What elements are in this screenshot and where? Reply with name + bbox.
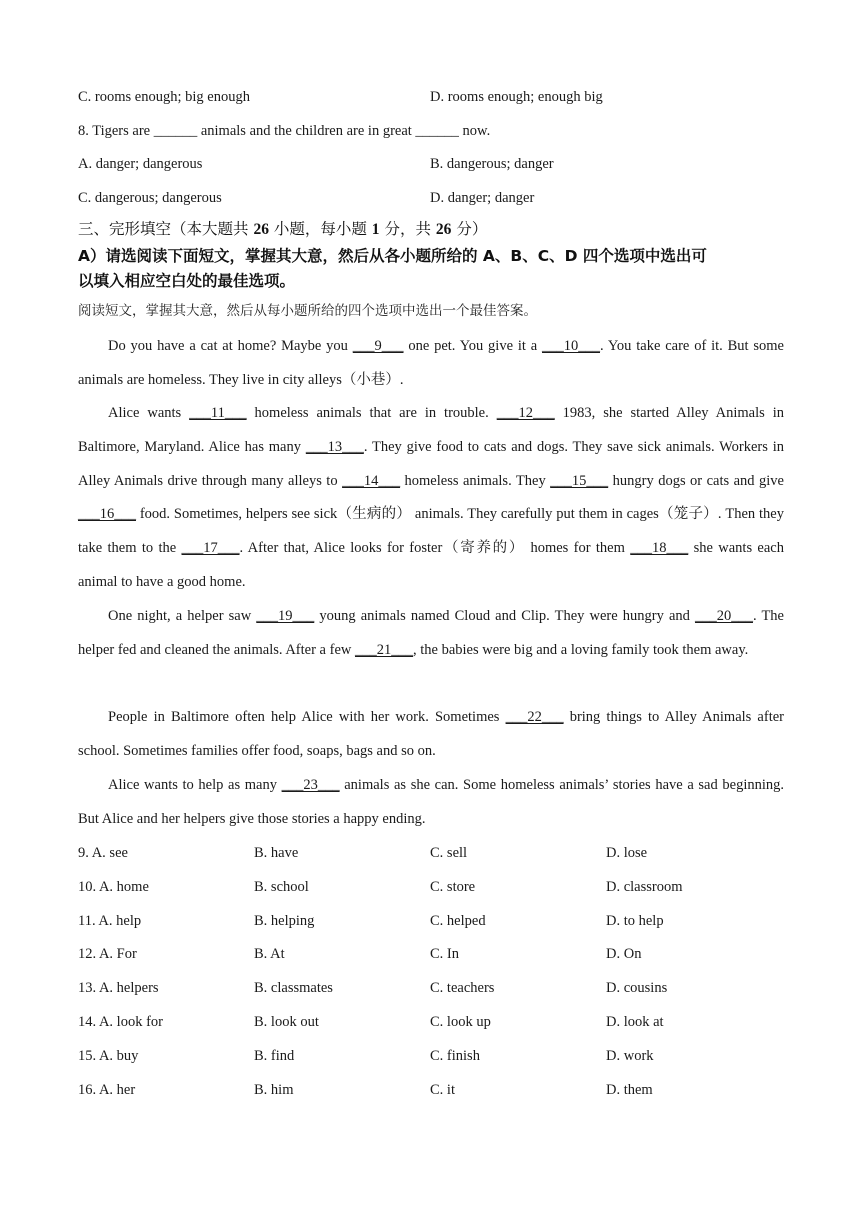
blank-19: ___19___ [256, 608, 315, 624]
blank-14: ___14___ [342, 472, 401, 489]
q8-options-row-1 [78, 153, 784, 175]
option-b: B. look out [254, 1014, 319, 1030]
option-a: 16. A. her [78, 1082, 136, 1098]
option-d: D. work [606, 1048, 654, 1064]
passage-text: she wants each animal to have a good home. [78, 540, 784, 590]
blank-23: ___23___ [281, 777, 340, 793]
section-title-part: 小题，每小题 [268, 220, 372, 238]
option-d: D. them [606, 1082, 653, 1098]
blank-13: ___13___ [305, 438, 364, 455]
passage-text: . After that, Alice looks for foster（寄养的） homes for them [239, 540, 631, 557]
option-b: B. find [254, 1048, 295, 1064]
blank-17: ___17___ [181, 540, 240, 557]
passage-text: Alice wants [108, 405, 190, 421]
option-b: B. school [254, 879, 309, 895]
blank-16: ___16___ [78, 506, 136, 523]
passage-paragraph-5 [78, 769, 784, 837]
option-b: B. have [254, 845, 299, 861]
option-d: D. to help [606, 913, 664, 929]
passage-text: Do you have a cat at home? Maybe you [108, 338, 353, 354]
q8-option-c: C. dangerous; dangerous [78, 190, 222, 206]
blank-11: ___11___ [189, 405, 247, 421]
passage-text: People in Baltimore often help Alice with her work. Sometimes [108, 709, 506, 725]
passage-text: . You take care of it. But some animals are homeless. They live in city alleys（小巷）. [78, 338, 784, 388]
option-c: C. sell [430, 845, 468, 861]
section-title-part: 分） [451, 220, 488, 238]
option-a: 10. A. home [78, 879, 149, 895]
question-row [78, 1079, 784, 1101]
blank-20: ___20___ [694, 608, 753, 624]
blank-12: ___12___ [496, 405, 555, 421]
passage-text: , the babies were big and a loving family took them away. [412, 641, 749, 658]
passage-text: Alice wants to help as many [108, 777, 282, 793]
passage-text: . The helper fed and cleaned the animals. After a few [78, 608, 784, 658]
blank-10: ___10___ [542, 338, 600, 354]
option-a: 13. A. helpers [78, 980, 159, 996]
option-d: D. look at [606, 1014, 664, 1030]
section-instruction: 阅读短文，掌握其大意，然后从每小题所给的四个选项中选出一个最佳答案。 [78, 303, 537, 319]
passage-paragraph-1 [78, 330, 784, 398]
option-a: 14. A. look for [78, 1014, 163, 1030]
q7-options-row [78, 86, 784, 108]
option-c: C. In [430, 946, 459, 962]
passage-text: animals as she can. Some homeless animals’ stories have a sad beginning. But Alice and her helpers give those stories a happy ending. [78, 777, 784, 827]
option-d: D. On [606, 946, 642, 962]
blank-22: ___22___ [505, 709, 564, 725]
option-a: 11. A. help [78, 913, 142, 929]
option-a: 15. A. buy [78, 1048, 139, 1064]
passage-text: bring things to Alley Animals after school. Sometimes families offer food, soaps, bags and so on. [78, 709, 784, 759]
option-d: D. classroom [606, 879, 683, 895]
section-title-score: 1 [371, 221, 380, 238]
option-d: D. lose [606, 845, 648, 861]
q7-option-c: C. rooms enough; big enough [78, 89, 250, 105]
blank-15: ___15___ [550, 472, 609, 489]
blank-21: ___21___ [354, 641, 413, 658]
blank-9: ___9___ [352, 338, 404, 354]
passage-text: 1983, she started Alley Animals in Baltimore, Maryland. Alice has many [78, 405, 785, 455]
option-b: B. him [254, 1082, 294, 1098]
option-c: C. store [430, 879, 476, 895]
q8-stem: 8. Tigers are ______ animals and the children are in great ______ now. [78, 123, 491, 139]
option-c: C. helped [430, 913, 486, 929]
option-b: B. helping [254, 913, 315, 929]
option-c: C. teachers [430, 980, 495, 996]
blank-18: ___18___ [630, 540, 689, 557]
passage-text: One night, a helper saw [108, 608, 257, 624]
option-a: 9. A. see [78, 845, 128, 861]
passage-text: . They give food to cats and dogs. They save sick animals. Workers in Alley Animals drive through many alleys to [78, 438, 784, 489]
q8-option-a: A. danger; dangerous [78, 156, 203, 172]
question-row [78, 910, 784, 932]
section-subtitle-line2: 以填入相应空白处的最佳选项。 [78, 272, 296, 290]
q8-option-d: D. danger; danger [430, 190, 535, 206]
passage-text: young animals named Cloud and Clip. They were hungry and [314, 608, 695, 624]
section-title-total: 26 [435, 221, 452, 238]
section-title [78, 217, 784, 241]
section-title-part: 分，共 [379, 220, 436, 238]
q8-option-b: B. dangerous; danger [430, 156, 554, 172]
passage-text: homeless animals. They [400, 472, 551, 489]
question-row [78, 1011, 784, 1033]
question-row [78, 1045, 784, 1067]
section-subtitle-line1: A）请选阅读下面短文，掌握其大意，然后从各小题所给的 A、B、C、D 四个选项中选出可 [78, 247, 707, 265]
option-d: D. cousins [606, 980, 668, 996]
passage-paragraph-3 [78, 600, 784, 668]
section-title-part: 三、完形填空（本大题共 [78, 220, 254, 238]
q8-options-row-2 [78, 187, 784, 209]
option-b: B. At [254, 946, 285, 962]
passage-text: hungry dogs or cats and give [608, 472, 784, 489]
question-row [78, 977, 784, 999]
passage-paragraph-2 [78, 397, 784, 600]
option-a: 12. A. For [78, 946, 137, 962]
option-b: B. classmates [254, 980, 333, 996]
question-row [78, 876, 784, 898]
option-c: C. finish [430, 1048, 480, 1064]
passage-text: homeless animals that are in trouble. [246, 405, 497, 421]
option-c: C. look up [430, 1014, 491, 1030]
passage-text: food. Sometimes, helpers see sick（生病的） animals. They carefully put them in cages（笼子）. Then they take them to the [78, 506, 784, 557]
option-c: C. it [430, 1082, 455, 1098]
passage-text: one pet. You give it a [403, 338, 542, 354]
q7-option-d: D. rooms enough; enough big [430, 89, 603, 105]
passage-paragraph-4 [78, 701, 784, 769]
section-title-count: 26 [253, 221, 269, 238]
question-row [78, 842, 784, 864]
question-row [78, 943, 784, 965]
